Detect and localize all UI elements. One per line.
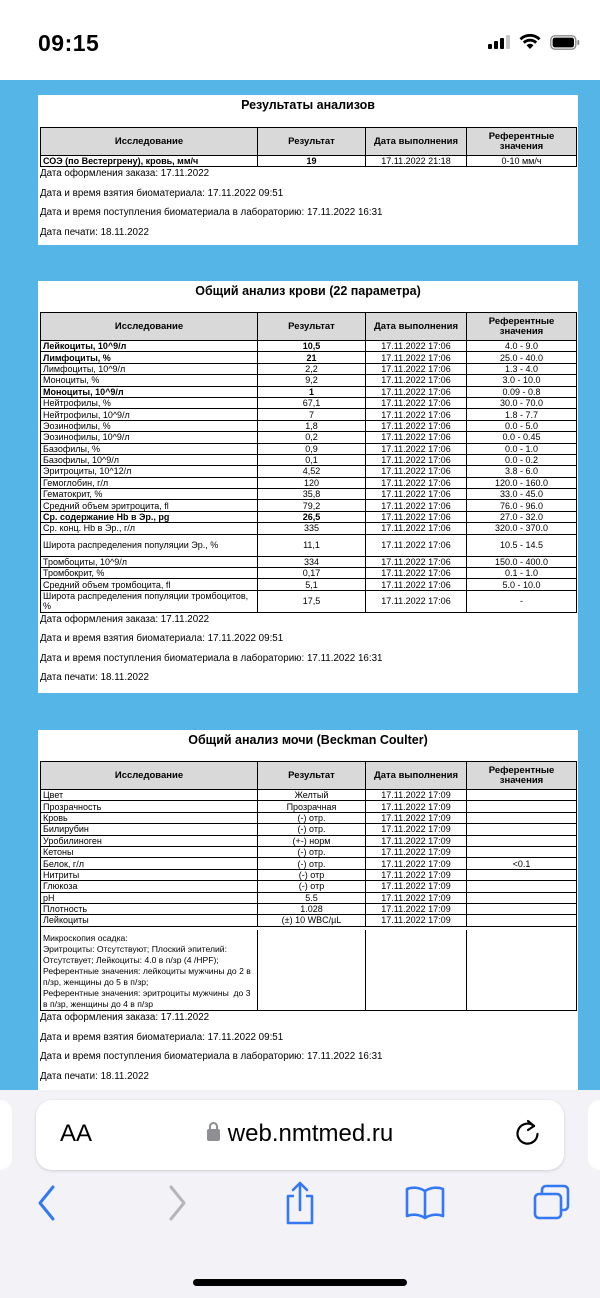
test-date: 17.11.2022 17:09 — [366, 824, 467, 835]
test-name: Гематокрит, % — [41, 489, 258, 500]
test-name: Тромбокрит, % — [41, 568, 258, 579]
test-result: 1,8 — [258, 420, 366, 431]
header-date: Дата выполнения — [366, 128, 467, 156]
test-ref: 3.8 - 6.0 — [467, 466, 577, 477]
table-row — [41, 568, 577, 579]
test-name: Лейкоциты, 10^9/л — [41, 341, 258, 352]
table-row — [41, 375, 577, 386]
test-result: (-) отр. — [258, 824, 366, 835]
address-bar[interactable] — [36, 1100, 564, 1170]
table-row — [41, 824, 577, 835]
test-result: 0,17 — [258, 568, 366, 579]
test-ref: 4.0 - 9.0 — [467, 341, 577, 352]
sample-date: Дата и время взятия биоматериала: 17.11.2022 09:51 — [40, 633, 284, 645]
table-row — [41, 858, 577, 869]
reload-icon[interactable] — [514, 1118, 542, 1150]
test-name: Нитриты — [41, 869, 258, 880]
test-ref — [467, 846, 577, 857]
test-date: 17.11.2022 17:09 — [366, 903, 467, 914]
print-date: Дата печати: 18.11.2022 — [40, 672, 149, 684]
table-row — [41, 523, 577, 534]
test-result: (-) отр — [258, 881, 366, 892]
table-row — [41, 341, 577, 352]
test-result: 2,2 — [258, 363, 366, 374]
header-test: Исследование — [41, 128, 258, 156]
table-row — [41, 869, 577, 880]
table-row — [41, 454, 577, 465]
order-info — [38, 167, 578, 245]
test-result: 120 — [258, 477, 366, 488]
header-result: Результат — [258, 128, 366, 156]
test-name: Прозрачность — [41, 801, 258, 812]
sample-date: Дата и время взятия биоматериала: 17.11.2022 09:51 — [40, 187, 284, 199]
test-ref: 25.0 - 40.0 — [467, 352, 577, 363]
test-result: 9,2 — [258, 375, 366, 386]
test-name: Широта распределения популяции тромбоцитов, % — [41, 590, 258, 612]
table-row — [41, 812, 577, 823]
test-date: 17.11.2022 17:06 — [366, 590, 467, 612]
test-name: Плотность — [41, 903, 258, 914]
test-ref: 1.3 - 4.0 — [467, 363, 577, 374]
test-date: 17.11.2022 17:06 — [366, 579, 467, 590]
test-name: Лейкоциты — [41, 915, 258, 926]
test-ref: 0.0 - 0.45 — [467, 432, 577, 443]
test-result: 5.5 — [258, 892, 366, 903]
test-date: 17.11.2022 17:06 — [366, 432, 467, 443]
test-result: 1.028 — [258, 903, 366, 914]
test-name: Лимфоциты, 10^9/л — [41, 363, 258, 374]
header-ref: Референтные значения — [467, 762, 577, 790]
status-icons — [488, 34, 580, 50]
table-row — [41, 443, 577, 454]
test-date: 17.11.2022 17:09 — [366, 835, 467, 846]
test-result: 4,52 — [258, 466, 366, 477]
test-result: (+-) норм — [258, 835, 366, 846]
test-result: 79,2 — [258, 500, 366, 511]
order-date: Дата оформления заказа: 17.11.2022 — [40, 613, 210, 625]
table-row — [41, 801, 577, 812]
test-result: 5,1 — [258, 579, 366, 590]
test-date: 17.11.2022 17:06 — [366, 443, 467, 454]
test-result: 0,9 — [258, 443, 366, 454]
test-ref: 5.0 - 10.0 — [467, 579, 577, 590]
test-date: 17.11.2022 17:09 — [366, 881, 467, 892]
test-result: 7 — [258, 409, 366, 420]
bookmarks-icon[interactable] — [404, 1184, 446, 1220]
header-ref: Референтные значения — [467, 128, 577, 156]
section-title: Общий анализ мочи (Beckman Coulter) — [188, 733, 428, 747]
test-name: Широта распределения популяции Эр., % — [41, 534, 258, 556]
table-row — [41, 892, 577, 903]
results-table — [40, 761, 577, 1011]
home-indicator — [193, 1279, 407, 1286]
test-ref: 27.0 - 32.0 — [467, 511, 577, 522]
order-date: Дата оформления заказа: 17.11.2022 — [40, 1012, 210, 1024]
test-ref: 30.0 - 70.0 — [467, 397, 577, 408]
test-date: 17.11.2022 17:09 — [366, 812, 467, 823]
test-date: 17.11.2022 17:06 — [366, 386, 467, 397]
test-ref — [467, 915, 577, 926]
print-date: Дата печати: 18.11.2022 — [40, 226, 149, 238]
test-date: 17.11.2022 17:06 — [366, 556, 467, 567]
test-name: Моноциты, % — [41, 375, 258, 386]
test-date: 17.11.2022 17:06 — [366, 397, 467, 408]
table-row — [41, 511, 577, 522]
test-ref: 320.0 - 370.0 — [467, 523, 577, 534]
test-date: 17.11.2022 17:06 — [366, 352, 467, 363]
microscopy-row — [41, 930, 577, 1011]
test-name: Ср. конц. Hb в Эр., г/л — [41, 523, 258, 534]
test-name: Ср. содержание Hb в Эр., pg — [41, 511, 258, 522]
test-date: 17.11.2022 17:06 — [366, 477, 467, 488]
test-date: 17.11.2022 17:06 — [366, 489, 467, 500]
test-date: 17.11.2022 17:06 — [366, 409, 467, 420]
table-row — [41, 790, 577, 801]
order-info — [38, 1011, 578, 1089]
test-name: Эозинофилы, 10^9/л — [41, 432, 258, 443]
browser-bottom-bar — [0, 1090, 600, 1298]
table-row — [41, 835, 577, 846]
test-ref — [467, 812, 577, 823]
test-ref — [467, 869, 577, 880]
reader-settings-button[interactable]: AA — [60, 1120, 93, 1147]
test-result: 335 — [258, 523, 366, 534]
back-icon[interactable] — [36, 1184, 58, 1222]
table-row — [41, 556, 577, 567]
print-date: Дата печати: 18.11.2022 — [40, 1070, 149, 1082]
test-name: Билирубин — [41, 824, 258, 835]
test-date: 17.11.2022 17:09 — [366, 858, 467, 869]
table-row — [41, 386, 577, 397]
test-date: 17.11.2022 17:06 — [366, 363, 467, 374]
test-ref — [467, 824, 577, 835]
table-row — [41, 397, 577, 408]
test-ref: 0.1 - 1.0 — [467, 568, 577, 579]
test-name: Средний объем эритроцита, fl — [41, 500, 258, 511]
test-result: 11,1 — [258, 534, 366, 556]
table-row — [41, 489, 577, 500]
header-ref: Референтные значения — [467, 313, 577, 341]
lab-date: Дата и время поступления биоматериала в лабораторию: 17.11.2022 16:31 — [40, 1051, 383, 1063]
test-date: 17.11.2022 17:09 — [366, 801, 467, 812]
test-name: Эозинофилы, % — [41, 420, 258, 431]
share-icon[interactable] — [282, 1180, 318, 1226]
test-date: 17.11.2022 21:18 — [366, 156, 467, 167]
tabs-icon[interactable] — [532, 1184, 572, 1222]
lab-date: Дата и время поступления биоматериала в лабораторию: 17.11.2022 16:31 — [40, 652, 383, 664]
section-urinalysis — [38, 730, 578, 1090]
url-field[interactable] — [36, 1120, 564, 1148]
test-result: 0,1 — [258, 454, 366, 465]
test-name: Нейтрофилы, % — [41, 397, 258, 408]
test-ref: 0-10 мм/ч — [467, 156, 577, 167]
table-row — [41, 352, 577, 363]
test-ref: - — [467, 590, 577, 612]
test-ref: 10.5 - 14.5 — [467, 534, 577, 556]
table-row — [41, 477, 577, 488]
test-date: 17.11.2022 17:06 — [366, 341, 467, 352]
test-result: 10,5 — [258, 341, 366, 352]
header-date: Дата выполнения — [366, 762, 467, 790]
header-test: Исследование — [41, 313, 258, 341]
test-date: 17.11.2022 17:09 — [366, 915, 467, 926]
test-date: 17.11.2022 17:09 — [366, 846, 467, 857]
header-result: Результат — [258, 762, 366, 790]
test-name: Глюкоза — [41, 881, 258, 892]
test-date: 17.11.2022 17:06 — [366, 568, 467, 579]
test-ref — [467, 835, 577, 846]
table-row — [41, 409, 577, 420]
test-result: 67,1 — [258, 397, 366, 408]
cellular-signal-icon — [488, 35, 510, 49]
microscopy-text: Микроскопия осадка: Эритроциты: Отсутствуют; Плоский эпителий: Отсутствует; Лейкоциты: 4.0 в п/зр (4 /HPF); Референтные значения: лейкоциты мужчины до 2 в п/зр, женщины до 5 в п/зр; Референтные значения: эритроциты мужчины до 3 в п/зр, женщины до 4 в п/зр — [41, 930, 258, 1011]
header-result: Результат — [258, 313, 366, 341]
test-result: (±) 10 WBC/µL — [258, 915, 366, 926]
test-result: 334 — [258, 556, 366, 567]
next-tab-card[interactable] — [588, 1100, 600, 1170]
test-name: Моноциты, 10^9/л — [41, 386, 258, 397]
test-name: Базофилы, 10^9/л — [41, 454, 258, 465]
test-name: Нейтрофилы, 10^9/л — [41, 409, 258, 420]
table-row — [41, 420, 577, 431]
status-bar — [0, 0, 600, 80]
test-ref: 0.0 - 1.0 — [467, 443, 577, 454]
prev-tab-card[interactable] — [0, 1100, 12, 1170]
test-ref: 0.0 - 5.0 — [467, 420, 577, 431]
empty-cell — [366, 930, 467, 1011]
test-result: 35,8 — [258, 489, 366, 500]
table-row — [41, 915, 577, 926]
test-name: pH — [41, 892, 258, 903]
test-name: Гемоглобин, г/л — [41, 477, 258, 488]
section-title: Результаты анализов — [241, 98, 375, 112]
test-name: Уробилиноген — [41, 835, 258, 846]
test-ref: 150.0 - 400.0 — [467, 556, 577, 567]
test-name: Белок, г/л — [41, 858, 258, 869]
test-date: 17.11.2022 17:06 — [366, 534, 467, 556]
test-date: 17.11.2022 17:06 — [366, 511, 467, 522]
lab-date: Дата и время поступления биоматериала в лабораторию: 17.11.2022 16:31 — [40, 207, 383, 219]
test-result: 21 — [258, 352, 366, 363]
table-row — [41, 579, 577, 590]
test-name: Кетоны — [41, 846, 258, 857]
table-row — [41, 363, 577, 374]
test-name: Цвет — [41, 790, 258, 801]
test-result: 26,5 — [258, 511, 366, 522]
empty-cell — [258, 930, 366, 1011]
section-title: Общий анализ крови (22 параметра) — [195, 284, 421, 298]
web-page-content[interactable] — [0, 80, 600, 1090]
table-row — [41, 590, 577, 612]
test-name: Средний объем тромбоцита, fl — [41, 579, 258, 590]
test-result: (-) отр. — [258, 858, 366, 869]
header-test: Исследование — [41, 762, 258, 790]
test-result: Желтый — [258, 790, 366, 801]
test-result: (-) отр — [258, 869, 366, 880]
test-result: 17,5 — [258, 590, 366, 612]
test-name: Кровь — [41, 812, 258, 823]
test-name: СОЭ (по Вестергрену), кровь, мм/ч — [41, 156, 258, 167]
order-date: Дата оформления заказа: 17.11.2022 — [40, 168, 210, 180]
test-date: 17.11.2022 17:09 — [366, 790, 467, 801]
test-date: 17.11.2022 17:06 — [366, 454, 467, 465]
browser-toolbar — [0, 1184, 600, 1234]
table-row — [41, 466, 577, 477]
test-ref: 120.0 - 160.0 — [467, 477, 577, 488]
table-row — [41, 534, 577, 556]
test-ref — [467, 801, 577, 812]
test-result: (-) отр. — [258, 812, 366, 823]
test-date: 17.11.2022 17:06 — [366, 420, 467, 431]
test-ref — [467, 881, 577, 892]
url-text: web.nmtmed.ru — [227, 1120, 394, 1147]
test-name: Базофилы, % — [41, 443, 258, 454]
test-result: 19 — [258, 156, 366, 167]
test-ref — [467, 790, 577, 801]
test-date: 17.11.2022 17:06 — [366, 500, 467, 511]
results-table — [40, 127, 577, 167]
table-row — [41, 846, 577, 857]
status-time: 09:15 — [38, 30, 100, 56]
battery-icon — [550, 35, 580, 50]
test-ref — [467, 892, 577, 903]
test-result: (-) отр. — [258, 846, 366, 857]
order-info — [38, 613, 578, 691]
section-cbc — [38, 281, 578, 693]
test-date: 17.11.2022 17:09 — [366, 892, 467, 903]
test-ref: 1.8 - 7.7 — [467, 409, 577, 420]
test-name: Тромбоциты, 10^9/л — [41, 556, 258, 567]
test-date: 17.11.2022 17:06 — [366, 375, 467, 386]
table-row — [41, 500, 577, 511]
test-ref: 76.0 - 96.0 — [467, 500, 577, 511]
test-name: Лимфоциты, % — [41, 352, 258, 363]
forward-icon[interactable] — [166, 1184, 188, 1222]
empty-cell — [467, 930, 577, 1011]
test-ref: 33.0 - 45.0 — [467, 489, 577, 500]
test-name: Эритроциты, 10^12/л — [41, 466, 258, 477]
table-row — [41, 432, 577, 443]
lock-icon — [207, 1129, 220, 1141]
test-ref: 3.0 - 10.0 — [467, 375, 577, 386]
sample-date: Дата и время взятия биоматериала: 17.11.2022 09:51 — [40, 1031, 284, 1043]
table-row — [41, 903, 577, 914]
test-date: 17.11.2022 17:06 — [366, 466, 467, 477]
test-ref: <0.1 — [467, 858, 577, 869]
wifi-icon — [519, 34, 541, 50]
test-date: 17.11.2022 17:09 — [366, 869, 467, 880]
test-result: 1 — [258, 386, 366, 397]
table-row — [41, 881, 577, 892]
test-result: Прозрачная — [258, 801, 366, 812]
section-esr — [38, 95, 578, 245]
header-date: Дата выполнения — [366, 313, 467, 341]
test-ref: 0.0 - 0.2 — [467, 454, 577, 465]
test-ref: 0.09 - 0.8 — [467, 386, 577, 397]
test-ref — [467, 903, 577, 914]
table-row — [41, 156, 577, 167]
test-result: 0,2 — [258, 432, 366, 443]
test-date: 17.11.2022 17:06 — [366, 523, 467, 534]
results-table — [40, 312, 577, 613]
